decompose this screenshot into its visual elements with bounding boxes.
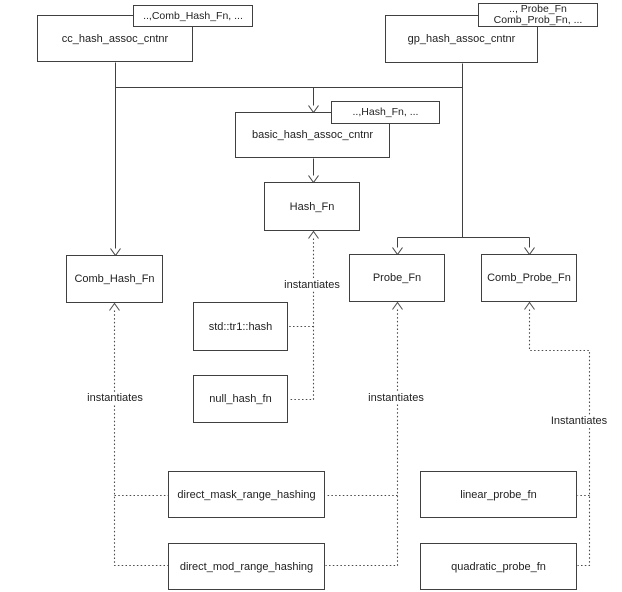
node-null-hash-fn xyxy=(193,375,288,423)
arrowhead-comb-probe-fn-bottom xyxy=(525,303,535,310)
node-linear-probe-fn xyxy=(420,471,577,518)
edge-label-instantiates-probe: instantiates xyxy=(368,392,424,404)
node-probe-fn xyxy=(349,254,445,302)
param-tag-label: ..,Hash_Fn, ... xyxy=(352,106,419,118)
node-label: null_hash_fn xyxy=(209,393,272,405)
node-label: Comb_Hash_Fn xyxy=(74,273,155,285)
edge-label-instantiates-comb-probe: Instantiates xyxy=(550,415,608,427)
node-label: std::tr1::hash xyxy=(208,320,273,333)
arrowhead-hash-fn-bottom xyxy=(309,232,319,239)
param-tag-cc xyxy=(133,5,253,27)
node-quadratic-probe-fn xyxy=(420,543,577,590)
param-tag-basic xyxy=(331,101,440,124)
edge-label-instantiates-comb-hash: instantiates xyxy=(87,392,143,404)
node-label: basic_hash_assoc_cntnr xyxy=(251,129,374,141)
node-label: direct_mask_range_hashing xyxy=(177,488,316,501)
node-label: cc_hash_assoc_cntnr xyxy=(61,32,169,45)
node-label: gp_hash_assoc_cntnr xyxy=(407,33,516,45)
node-label: Comb_Probe_Fn xyxy=(487,272,571,284)
arrowhead-comb-hash-fn-bottom xyxy=(110,304,120,311)
node-direct-mask-range-hashing xyxy=(168,471,325,518)
edge-label-instantiates-hash: instantiates xyxy=(284,279,340,291)
param-tag-label-line2: Comb_Prob_Fn, ... xyxy=(493,14,583,26)
node-direct-mod-range-hashing xyxy=(168,543,325,590)
node-hash-fn xyxy=(264,182,360,231)
node-comb-probe-fn xyxy=(481,254,577,302)
node-label: Probe_Fn xyxy=(372,272,422,284)
edge-probe-instantiates-main xyxy=(326,310,398,566)
edge-comb-hash-instantiates-main xyxy=(115,311,169,566)
param-tag-label: ..,Comb_Hash_Fn, ... xyxy=(143,9,243,22)
node-label: linear_probe_fn xyxy=(460,488,537,501)
param-tag-gp xyxy=(478,3,598,27)
edge-comb-probe-instantiates-main xyxy=(530,310,590,566)
arrowhead-probe-fn-bottom xyxy=(393,303,403,310)
param-tag-label-line1: .., Probe_Fn xyxy=(509,3,567,15)
node-comb-hash-fn xyxy=(66,255,163,303)
edge-hash-instantiates-main xyxy=(289,239,314,400)
node-label: direct_mod_range_hashing xyxy=(179,560,314,573)
node-label: Hash_Fn xyxy=(289,200,335,213)
node-std-tr1-hash xyxy=(193,302,288,351)
node-label: quadratic_probe_fn xyxy=(451,560,546,573)
